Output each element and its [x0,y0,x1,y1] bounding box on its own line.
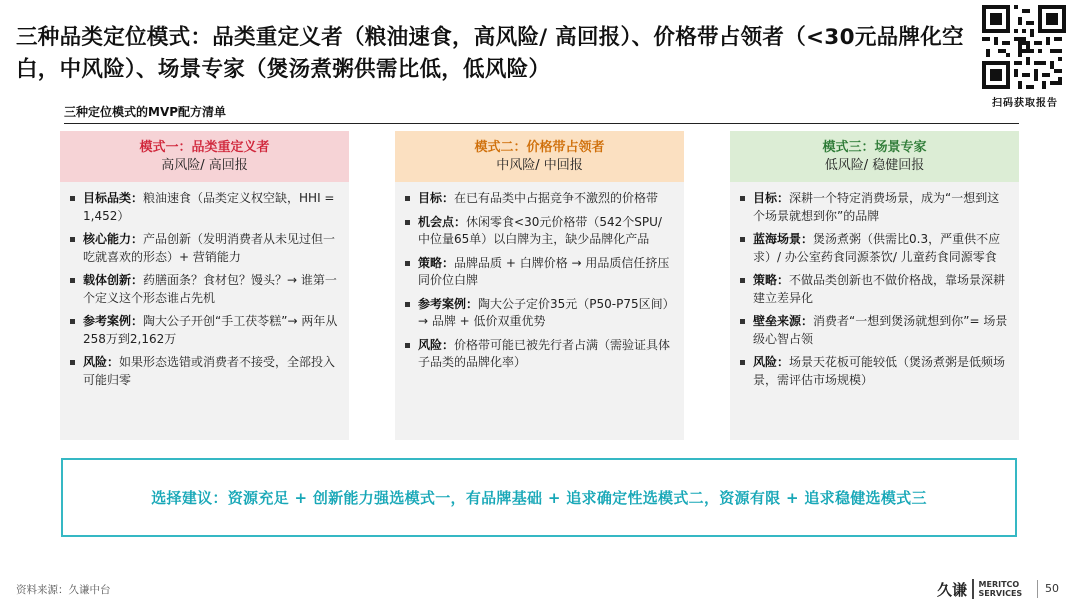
bullet-label: 策略： [418,255,455,270]
card-bullet-list [395,182,684,372]
bullet-item [740,313,1011,348]
company-logo [937,576,1022,602]
card-title: 模式二：价格带占领者 [474,140,605,155]
logo-en-text [979,580,1023,598]
mode-card-1 [60,131,349,440]
bullet-label: 目标： [418,191,455,205]
mode-card-3 [730,131,1019,440]
divider [64,123,1019,124]
bullet-label: 目标： [753,191,790,205]
bullet-item [405,255,676,290]
bullet-item [740,272,1011,307]
recommendation-box [61,458,1017,537]
bullet-text: 陶大公子定价35元（P50-P75区间）→ 品牌 + 低价双重优势 [418,296,675,328]
bullet-label: 风险： [418,337,455,352]
bullet-label: 核心能力： [83,232,144,246]
logo-cn-text: 久谦 [937,580,968,599]
bullet-item [405,214,676,249]
bullet-item [70,313,341,348]
page-number-divider [1037,580,1038,598]
bullet-label: 目标品类： [83,191,144,205]
bullet-label: 载体创新： [83,273,144,287]
bullet-text: 产品创新（发明消费者从未见过但一吃就喜欢的形态）+ 营销能力 [83,232,336,264]
qr-caption: 扫码获取报告 [992,98,1058,109]
bullet-text: 场景天花板可能较低（煲汤煮粥是低频场景，需评估市场规模） [753,355,1006,387]
bullet-text: 价格带可能已被先行者占满（需验证具体子品类的品牌化率） [418,337,671,369]
section-subtitle: 三种定位模式的MVP配方清单 [64,105,227,119]
bullet-label: 风险： [83,355,120,369]
bullet-label: 蓝海场景： [753,232,814,246]
bullet-item [405,190,676,208]
page-title: 三种品类定位模式：品类重定义者（粮油速食，高风险/ 高回报）、价格带占领者（<30元品牌化空白，中风险）、场景专家（煲汤煮粥供需比低，低风险） [16,25,964,82]
card-risk-level: 高风险/ 高回报 [161,158,248,173]
bullet-text: 陶大公子开创“手工茯苓糕”→ 两年从258万到2,162万 [83,314,338,346]
bullet-text: 深耕一个特定消费场景，成为“一想到这个场景就想到你”的品牌 [753,191,1000,223]
page-number: 50 [1045,582,1059,595]
card-title: 模式一：品类重定义者 [139,140,270,155]
source-note: 资料来源：久谦中台 [16,584,111,596]
bullet-label: 策略： [753,273,790,287]
card-risk-level: 低风险/ 稳健回报 [824,158,925,173]
card-risk-level: 中风险/ 中回报 [496,158,583,173]
bullet-item [70,190,341,225]
bullet-label: 参考案例： [83,314,144,328]
card-header [730,131,1019,182]
bullet-label: 壁垒来源： [753,314,814,328]
bullet-text: 休闲零食<30元价格带（542个SPU/ 中位量65单）以白牌为主，缺少品牌化产品 [418,214,662,246]
logo-en-line1: MERITCO [978,580,1020,589]
bullet-text: 不做品类创新也不做价格战，靠场景深耕建立差异化 [753,273,1006,305]
card-bullet-list [730,182,1019,389]
bullet-text: 品牌品质 + 白牌价格 → 用品质信任挤压同价位白牌 [418,255,670,287]
logo-divider [972,579,974,599]
bullet-label: 参考案例： [418,296,479,311]
card-header [60,131,349,182]
card-header [395,131,684,182]
bullet-item [70,231,341,266]
bullet-text: 在已有品类中占据竞争不激烈的价格带 [454,191,659,205]
bullet-item [740,190,1011,225]
bullet-text: 药膳面条？食材包？馒头？→ 谁第一个定义这个形态谁占先机 [83,273,337,305]
bullet-item [405,337,676,372]
bullet-item [70,354,341,389]
bullet-text: 煲汤煮粥（供需比0.3，严重供不应求）/ 办公室药食同源茶饮/ 儿童药食同源零食 [753,232,1001,264]
logo-en-line2: SERVICES [978,589,1023,598]
bullet-item [740,354,1011,389]
bullet-label: 风险： [753,355,790,369]
card-title: 模式三：场景专家 [822,140,927,155]
card-bullet-list [60,182,349,389]
bullet-label: 机会点： [418,214,467,229]
bullet-text: 粮油速食（品类定义权空缺，HHI = 1,452） [83,191,335,223]
bullet-item [740,231,1011,266]
mode-card-2 [395,131,684,440]
bullet-text: 消费者“一想到煲汤就想到你”= 场景级心智占领 [753,314,1008,346]
bullet-text: 如果形态选错或消费者不接受，全部投入可能归零 [83,355,336,387]
recommendation-text: 选择建议：资源充足 + 创新能力强选模式一，有品牌基础 + 追求确定性选模式二，资源有限 + 追求稳健选模式三 [151,489,927,507]
qr-code-image [982,5,1066,89]
bullet-item [405,296,676,331]
bullet-item [70,272,341,307]
